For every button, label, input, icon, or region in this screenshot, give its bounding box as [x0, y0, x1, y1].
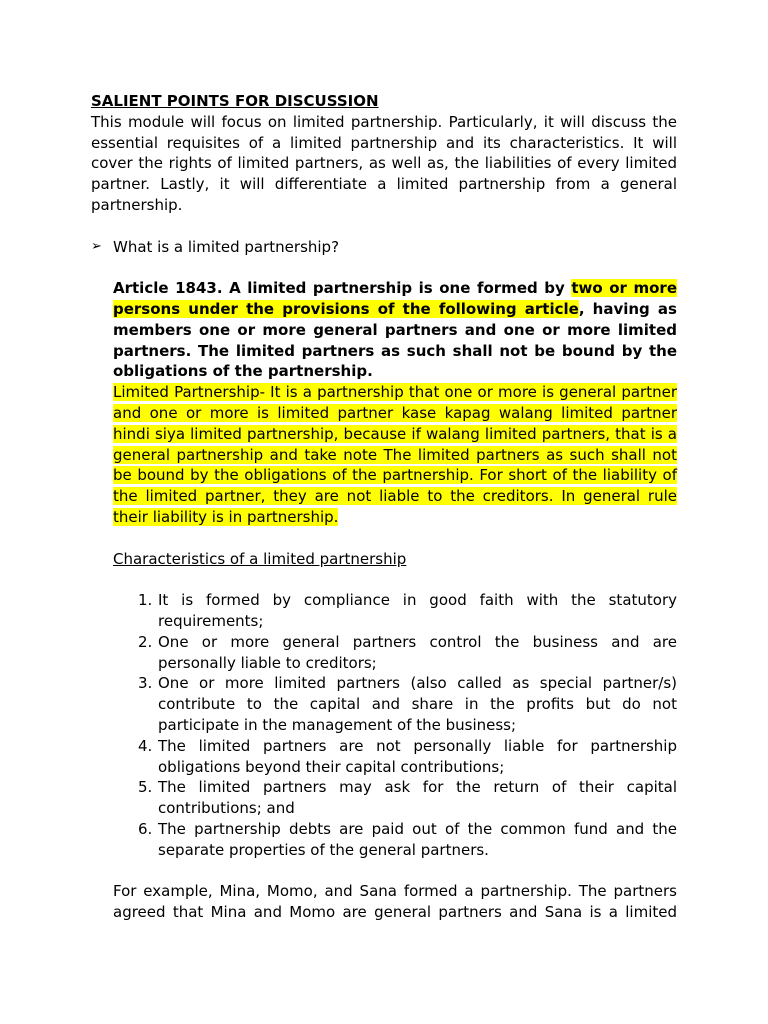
list-number: 6. [138, 819, 153, 838]
list-item [113, 590, 677, 632]
spacer [91, 216, 677, 237]
explanation-paragraph [113, 382, 677, 528]
list-number: 4. [138, 736, 153, 755]
spacer [91, 257, 677, 278]
list-item [113, 632, 677, 674]
list-item [113, 777, 677, 819]
spacer [113, 569, 677, 590]
list-item [113, 673, 677, 735]
list-number: 2. [138, 632, 153, 651]
list-item-text: The limited partners may ask for the return of their capital contributions; and [158, 778, 677, 818]
article-highlighted-text: two or more persons under the provisions of the following article [113, 279, 677, 318]
characteristics-title: Characteristics of a limited partnership [113, 549, 407, 568]
spacer [91, 860, 677, 881]
characteristics-list [113, 590, 677, 860]
list-item [113, 736, 677, 778]
list-item-text: The limited partners are not personally liable for partnership obligations beyond their capital contributions; [158, 736, 677, 776]
article-paragraph [113, 278, 677, 382]
arrowhead-bullet-icon: ➢ [91, 238, 102, 254]
question-text: What is a limited partnership? [113, 237, 340, 256]
document-page [91, 91, 677, 923]
list-number: 1. [138, 591, 153, 610]
article-text-start: Article 1843. A limited partnership is one formed by [113, 279, 572, 298]
list-item-text: One or more general partners control the business and are personally liable to creditors; [158, 632, 677, 672]
list-item-text: The partnership debts are paid out of the common fund and the separate properties of the general partners. [158, 819, 677, 859]
spacer [113, 528, 677, 549]
list-number: 3. [138, 674, 153, 693]
list-item-text: It is formed by compliance in good faith with the statutory requirements; [158, 591, 677, 630]
question-bullet [91, 237, 677, 258]
article-block [113, 278, 677, 590]
intro-paragraph: This module will focus on limited partnership. Particularly, it will discuss the essential requisites of a limited partnership and its characteristics. It will cover the rights of limited partners, as well as, the liabilities of every limited partner. Lastly, it will differentiate a limited partnership from a general partnership. [91, 112, 677, 214]
explanation-highlighted-text: Limited Partnership- It is a partnership that one or more is general partner and one or more is limited partner kase kapag walang limited partner hindi siya limited partnership, because if walang limited partners, that is a general partnership and take note The limited partners as such shall not be bound by the obligations of the partnership. For short of the liability of the limited partner, they are not liable to the creditors. In general rule their liability is in partnership. [113, 383, 677, 526]
list-number: 5. [138, 778, 153, 797]
article-text-end: , having as members one or more general partners and one or more limited partners. The limited partners as such shall not be bound by the obligations of the partnership. [113, 299, 677, 381]
list-item [113, 819, 677, 861]
section-heading: SALIENT POINTS FOR DISCUSSION [91, 92, 379, 110]
example-paragraph: For example, Mina, Momo, and Sana formed a partnership. The partners agreed that Mina and Momo are general partners and Sana is a limited [113, 882, 677, 922]
list-item-text: One or more limited partners (also called as special partner/s) contribute to the capital and share in the profits but do not participate in the management of the business; [158, 674, 677, 734]
